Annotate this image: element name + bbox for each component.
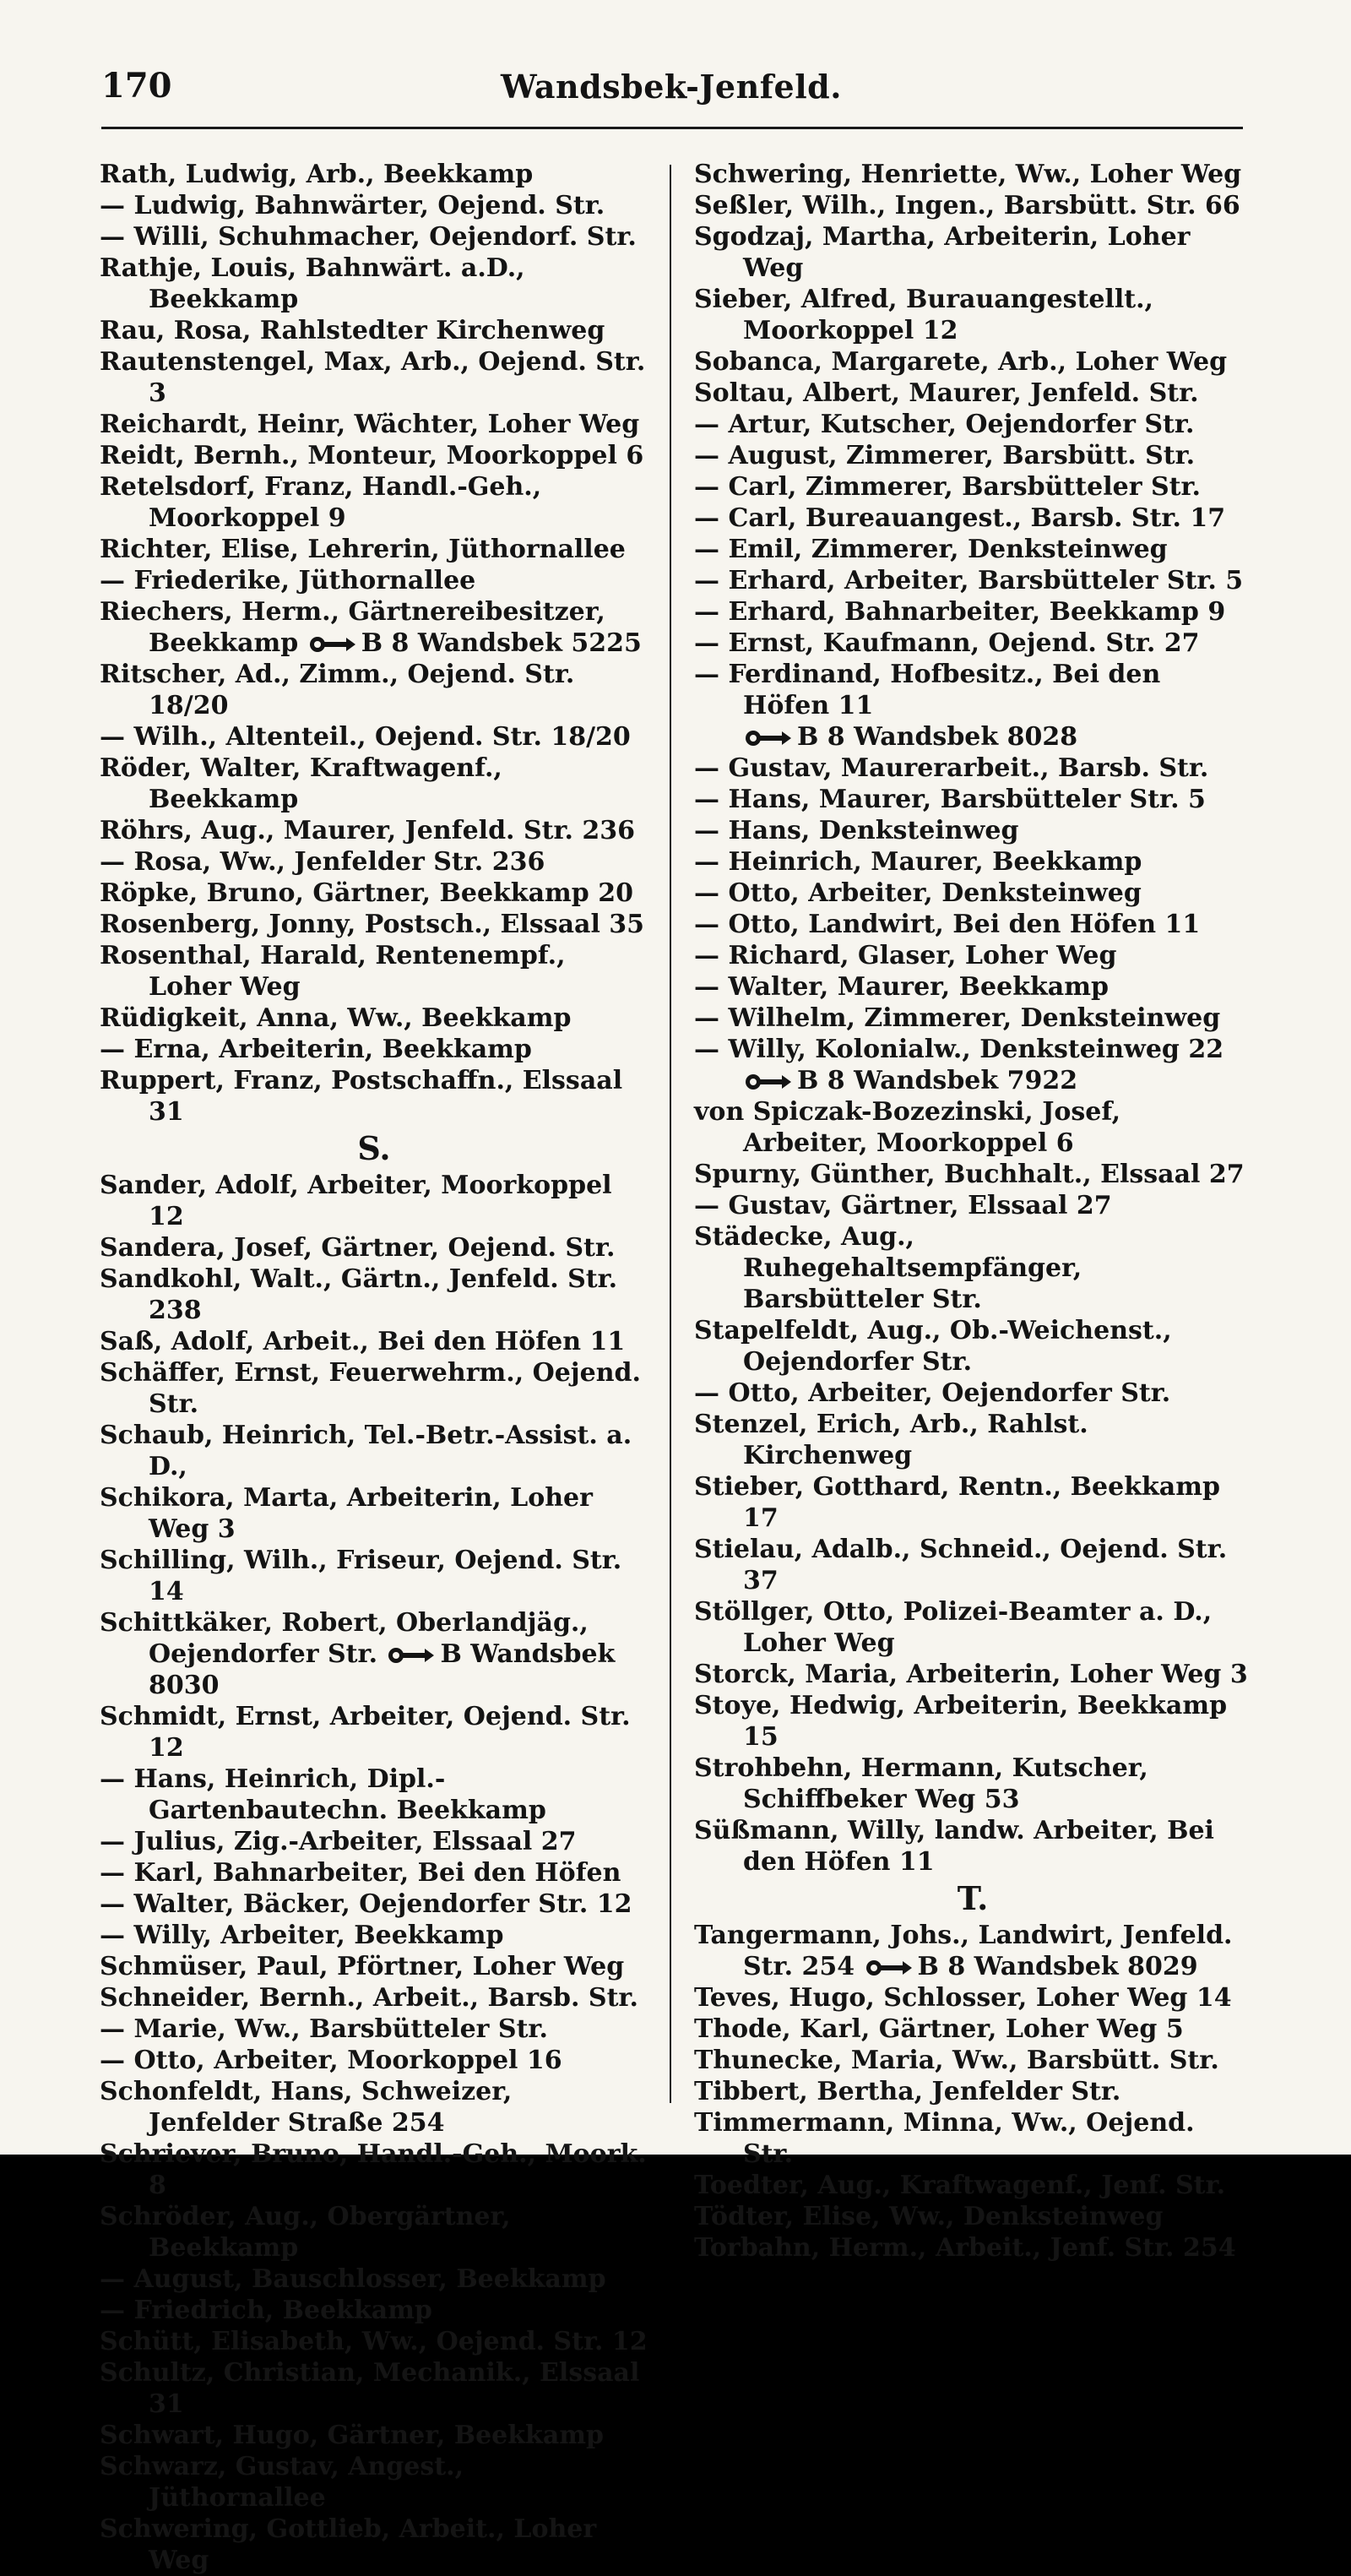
directory-entry bbox=[100, 659, 648, 721]
directory-entry bbox=[100, 2045, 648, 2076]
entry-text: Spurny, Günther, Buchhalt., Elssaal 27 bbox=[694, 1160, 1245, 1189]
directory-entry bbox=[694, 1159, 1251, 1190]
entry-text: — Walter, Maurer, Beekkamp bbox=[694, 972, 1109, 1002]
entry-text: Schwering, Gottlieb, Arbeit., Loher Weg bbox=[100, 2514, 597, 2575]
entry-text: — Rosa, Ww., Jenfelder Str. 236 bbox=[100, 847, 545, 877]
directory-entry bbox=[694, 1920, 1251, 1982]
entry-text: — Otto, Arbeiter, Moorkoppel 16 bbox=[100, 2046, 562, 2075]
entry-text: Schütt, Elisabeth, Ww., Oejend. Str. 12 bbox=[100, 2327, 648, 2356]
directory-entry bbox=[100, 1607, 648, 1701]
entry-text: Schonfeldt, Hans, Schweizer, Jenfelder Straße 254 bbox=[100, 2077, 513, 2138]
entry-text: Storck, Maria, Arbeiterin, Loher Weg 3 bbox=[694, 1660, 1248, 1689]
directory-entry bbox=[100, 909, 648, 940]
entry-text: Schriever, Bruno, Handl.-Geh., Moork. 8 bbox=[100, 2139, 647, 2200]
directory-entry bbox=[694, 1315, 1251, 1378]
directory-entry bbox=[100, 534, 648, 565]
directory-entry bbox=[694, 1190, 1251, 1221]
entry-text: — Carl, Zimmerer, Barsbütteler Str. bbox=[694, 472, 1201, 502]
entry-text: — Otto, Arbeiter, Denksteinweg bbox=[694, 878, 1142, 908]
directory-entry bbox=[100, 253, 648, 315]
directory-entry bbox=[100, 815, 648, 846]
entry-text: Schneider, Bernh., Arbeit., Barsb. Str. bbox=[100, 1983, 638, 2013]
page-header bbox=[101, 59, 1241, 118]
entry-text: — Otto, Landwirt, Bei den Höfen 11 bbox=[694, 910, 1201, 939]
directory-entry bbox=[100, 1857, 648, 1889]
directory-entry bbox=[100, 1326, 648, 1357]
entry-text: Rosenberg, Jonny, Postsch., Elssaal 35 bbox=[100, 910, 645, 939]
directory-entry bbox=[100, 2201, 648, 2264]
phone-number: B 8 Wandsbek 8028 bbox=[797, 722, 1078, 752]
entry-text: Seßler, Wilh., Ingen., Barsbütt. Str. 66 bbox=[694, 191, 1240, 220]
entry-text: — Gustav, Gärtner, Elssaal 27 bbox=[694, 1191, 1112, 1220]
directory-entry bbox=[100, 1264, 648, 1326]
entry-text: — Friedrich, Beekkamp bbox=[100, 2296, 432, 2325]
directory-entry bbox=[694, 846, 1251, 878]
directory-entry bbox=[694, 284, 1251, 346]
directory-entry bbox=[100, 1003, 648, 1034]
directory-entry bbox=[694, 565, 1251, 596]
entry-text: — Erhard, Bahnarbeiter, Beekkamp 9 bbox=[694, 597, 1226, 627]
entry-text: — Ernst, Kaufmann, Oejend. Str. 27 bbox=[694, 628, 1200, 658]
header-rule bbox=[101, 127, 1243, 129]
directory-entry bbox=[100, 753, 648, 815]
directory-entry bbox=[694, 628, 1251, 659]
directory-entry bbox=[694, 1409, 1251, 1471]
entry-text: — Hans, Denksteinweg bbox=[694, 816, 1019, 845]
directory-entry bbox=[694, 440, 1251, 471]
entry-text: — Marie, Ww., Barsbütteler Str. bbox=[100, 2014, 548, 2044]
directory-entry bbox=[100, 1482, 648, 1545]
entry-text: Rathje, Louis, Bahnwärt. a.D., Beekkamp bbox=[100, 253, 525, 314]
phone-number: B 8 Wandsbek 7922 bbox=[797, 1066, 1078, 1095]
entry-text: — Wilhelm, Zimmerer, Denksteinweg bbox=[694, 1003, 1221, 1033]
directory-entry bbox=[100, 940, 648, 1003]
directory-entry bbox=[694, 1534, 1251, 1596]
entry-text: — Ferdinand, Hofbesitz., Bei den Höfen 11 bbox=[694, 660, 1161, 720]
entry-text: — Hans, Heinrich, Dipl.-Gartenbautechn. Beekkamp bbox=[100, 1764, 546, 1825]
entry-text: — Karl, Bahnarbeiter, Bei den Höfen bbox=[100, 1858, 621, 1888]
directory-entry bbox=[100, 846, 648, 878]
entry-text: Rath, Ludwig, Arb., Beekkamp bbox=[100, 160, 534, 189]
entry-text: Schultz, Christian, Mechanik., Elssaal 31 bbox=[100, 2358, 640, 2419]
directory-entry bbox=[694, 2045, 1251, 2076]
entry-text: Schikora, Marta, Arbeiterin, Loher Weg 3 bbox=[100, 1483, 593, 1544]
directory-entry bbox=[100, 159, 648, 190]
entry-text: Reichardt, Heinr, Wächter, Loher Weg bbox=[100, 410, 640, 439]
directory-entry bbox=[694, 221, 1251, 284]
directory-entry bbox=[694, 1221, 1251, 1315]
directory-entry bbox=[694, 1003, 1251, 1034]
directory-entry bbox=[100, 1920, 648, 1951]
entry-text: — Artur, Kutscher, Oejendorfer Str. bbox=[694, 410, 1195, 439]
directory-entry bbox=[100, 2420, 648, 2451]
phone-number: B 8 Wandsbek 5225 bbox=[361, 628, 642, 658]
directory-entry bbox=[100, 1420, 648, 1482]
phone-number: B Wandsbek 8030 bbox=[149, 1639, 616, 1700]
entry-text: — Erna, Arbeiterin, Beekkamp bbox=[100, 1035, 532, 1064]
section-letter: T. bbox=[957, 1879, 989, 1917]
directory-entry bbox=[100, 721, 648, 753]
directory-entry bbox=[694, 1471, 1251, 1534]
entry-text: Schilling, Wilh., Friseur, Oejend. Str. 14 bbox=[100, 1546, 622, 1606]
entry-text: Ruppert, Franz, Postschaffn., Elssaal 31 bbox=[100, 1066, 623, 1127]
directory-entry bbox=[100, 1170, 648, 1232]
directory-entry bbox=[100, 2326, 648, 2357]
entry-text: Soltau, Albert, Maurer, Jenfeld. Str. bbox=[694, 378, 1199, 408]
directory-entry bbox=[694, 503, 1251, 534]
directory-entry bbox=[694, 471, 1251, 503]
directory-entry bbox=[100, 1357, 648, 1420]
directory-entry bbox=[694, 659, 1251, 753]
directory-entry bbox=[694, 1096, 1251, 1159]
directory-entry bbox=[694, 2107, 1251, 2170]
directory-entry bbox=[100, 221, 648, 253]
directory-entry bbox=[694, 1753, 1251, 1815]
directory-entry bbox=[694, 1815, 1251, 1878]
directory-entry bbox=[694, 815, 1251, 846]
entry-text: Sander, Adolf, Arbeiter, Moorkoppel 12 bbox=[100, 1171, 612, 1231]
entry-text: — Erhard, Arbeiter, Barsbütteler Str. 5 bbox=[694, 566, 1244, 595]
entry-text: — August, Bauschlosser, Beekkamp bbox=[100, 2264, 606, 2294]
directory-entry bbox=[694, 940, 1251, 971]
directory-entry bbox=[694, 909, 1251, 940]
entry-text: — Otto, Arbeiter, Oejendorfer Str. bbox=[694, 1378, 1171, 1408]
directory-entry bbox=[100, 315, 648, 346]
telephone-icon bbox=[745, 729, 792, 747]
telephone-icon bbox=[309, 635, 356, 654]
entry-text: Torbahn, Herm., Arbeit., Jenf. Str. 254 bbox=[694, 2233, 1236, 2263]
entry-text: von Spiczak-Bozezinski, Josef, Arbeiter, Moorkoppel 6 bbox=[694, 1097, 1121, 1158]
entry-text: Schwarz, Gustav, Angest., Jüthornallee bbox=[100, 2452, 464, 2513]
entry-text: Schwart, Hugo, Gärtner, Beekkamp bbox=[100, 2421, 604, 2450]
entry-text: — Willy, Arbeiter, Beekkamp bbox=[100, 1921, 504, 1950]
directory-entry bbox=[694, 1596, 1251, 1659]
directory-entry bbox=[694, 2076, 1251, 2107]
directory-entry bbox=[694, 1690, 1251, 1753]
directory-entry bbox=[100, 1701, 648, 1764]
entry-text: — Julius, Zig.-Arbeiter, Elssaal 27 bbox=[100, 1827, 577, 1856]
directory-entry bbox=[100, 1232, 648, 1264]
entry-text: Röhrs, Aug., Maurer, Jenfeld. Str. 236 bbox=[100, 816, 636, 845]
entry-text: Röder, Walter, Kraftwagenf., Beekkamp bbox=[100, 753, 502, 814]
entry-text: Schaub, Heinrich, Tel.-Betr.-Assist. a. D., bbox=[100, 1421, 632, 1481]
phone-number: B 8 Wandsbek 8029 bbox=[917, 1952, 1198, 1981]
directory-entry bbox=[100, 596, 648, 659]
directory-entry bbox=[100, 2264, 648, 2295]
entry-text: Ritscher, Ad., Zimm., Oejend. Str. 18/20 bbox=[100, 660, 575, 720]
directory-entry bbox=[694, 1378, 1251, 1409]
entry-text: Toedter, Aug., Kraftwagenf., Jenf. Str. bbox=[694, 2171, 1226, 2200]
entry-text: Städecke, Aug., Ruhegehaltsempfänger, Barsbütteler Str. bbox=[694, 1222, 1082, 1314]
directory-entry bbox=[694, 2232, 1251, 2264]
directory-entry bbox=[100, 1951, 648, 1982]
entry-text: Sandera, Josef, Gärtner, Oejend. Str. bbox=[100, 1233, 616, 1263]
entry-text: Tibbert, Bertha, Jenfelder Str. bbox=[694, 2077, 1121, 2106]
directory-entry bbox=[100, 2295, 648, 2326]
directory-entry bbox=[100, 440, 648, 471]
left-column bbox=[100, 159, 648, 2576]
entry-text: Schmüser, Paul, Pförtner, Loher Weg bbox=[100, 1952, 625, 1981]
entry-text: Thode, Karl, Gärtner, Loher Weg 5 bbox=[694, 2014, 1184, 2044]
entry-text: Teves, Hugo, Schlosser, Loher Weg 14 bbox=[694, 1983, 1232, 2013]
entry-text: Strohbehn, Hermann, Kutscher, Schiffbeker Weg 53 bbox=[694, 1753, 1148, 1814]
entry-text: Stapelfeldt, Aug., Ob.-Weichenst., Oejendorfer Str. bbox=[694, 1316, 1172, 1377]
directory-entry bbox=[100, 1545, 648, 1607]
entry-text: Timmermann, Minna, Ww., Oejend. Str. bbox=[694, 2108, 1195, 2169]
entry-text: — Gustav, Maurerarbeit., Barsb. Str. bbox=[694, 753, 1209, 783]
entry-text: — Willi, Schuhmacher, Oejendorf. Str. bbox=[100, 222, 637, 252]
directory-entry bbox=[694, 784, 1251, 815]
entry-text: Saß, Adolf, Arbeit., Bei den Höfen 11 bbox=[100, 1327, 626, 1356]
entry-text: Schröder, Aug., Obergärtner, Beekkamp bbox=[100, 2202, 511, 2263]
section-letter: S. bbox=[357, 1129, 391, 1167]
right-column bbox=[694, 159, 1251, 2264]
directory-entry bbox=[694, 971, 1251, 1003]
entry-text: — August, Zimmerer, Barsbütt. Str. bbox=[694, 441, 1196, 470]
entry-text: Rüdigkeit, Anna, Ww., Beekkamp bbox=[100, 1003, 572, 1033]
entry-text: Richter, Elise, Lehrerin, Jüthornallee bbox=[100, 535, 626, 564]
entry-text: — Friederike, Jüthornallee bbox=[100, 566, 476, 595]
entry-text: — Emil, Zimmerer, Denksteinweg bbox=[694, 535, 1168, 564]
entry-text: Sieber, Alfred, Burauangestellt., Moorkoppel 12 bbox=[694, 285, 1153, 345]
entry-text: Rosenthal, Harald, Rentenempf., Loher Weg bbox=[100, 941, 566, 1002]
directory-entry bbox=[694, 596, 1251, 628]
running-title: Wandsbek-Jenfeld. bbox=[501, 68, 842, 106]
telephone-icon bbox=[865, 1959, 913, 1977]
entry-text: Schäffer, Ernst, Feuerwehrm., Oejend. Str. bbox=[100, 1358, 641, 1419]
directory-entry bbox=[100, 471, 648, 534]
directory-entry bbox=[694, 2014, 1251, 2045]
entry-text: Stielau, Adalb., Schneid., Oejend. Str. 37 bbox=[694, 1535, 1228, 1595]
entry-text: Retelsdorf, Franz, Handl.-Geh., Moorkoppel 9 bbox=[100, 472, 542, 533]
directory-entry bbox=[694, 346, 1251, 378]
directory-entry bbox=[100, 1764, 648, 1826]
entry-text: Süßmann, Willy, landw. Arbeiter, Bei den Höfen 11 bbox=[694, 1816, 1214, 1877]
directory-entry bbox=[694, 1034, 1251, 1096]
entry-text: — Willy, Kolonialw., Denksteinweg 22 bbox=[694, 1035, 1224, 1064]
directory-entry bbox=[694, 1982, 1251, 2014]
entry-text: Reidt, Bernh., Monteur, Moorkoppel 6 bbox=[100, 441, 644, 470]
directory-entry bbox=[694, 2201, 1251, 2232]
directory-entry bbox=[694, 1659, 1251, 1690]
directory-entry bbox=[100, 346, 648, 409]
column-divider bbox=[670, 165, 671, 2103]
directory-entry bbox=[100, 565, 648, 596]
directory-entry bbox=[694, 878, 1251, 909]
directory-entry bbox=[694, 190, 1251, 221]
directory-entry bbox=[100, 1889, 648, 1920]
entry-text: Sandkohl, Walt., Gärtn., Jenfeld. Str. 238 bbox=[100, 1264, 618, 1325]
entry-text: — Ludwig, Bahnwärter, Oejend. Str. bbox=[100, 191, 605, 220]
directory-entry bbox=[694, 753, 1251, 784]
directory-entry bbox=[100, 2014, 648, 2045]
directory-entry bbox=[100, 409, 648, 440]
directory-entry bbox=[694, 378, 1251, 409]
directory-entry bbox=[100, 2076, 648, 2139]
entry-text: — Hans, Maurer, Barsbütteler Str. 5 bbox=[694, 785, 1206, 814]
entry-text: Tangermann, Johs., Landwirt, Jenfeld. Str. 254 bbox=[694, 1921, 1233, 1981]
entry-text: Rautenstengel, Max, Arb., Oejend. Str. 3 bbox=[100, 347, 646, 408]
directory-entry bbox=[694, 159, 1251, 190]
telephone-icon bbox=[745, 1073, 792, 1091]
directory-entry bbox=[100, 1034, 648, 1065]
entry-text: — Richard, Glaser, Loher Weg bbox=[694, 941, 1117, 970]
entry-text: — Wilh., Altenteil., Oejend. Str. 18/20 bbox=[100, 722, 631, 752]
entry-text: Stieber, Gotthard, Rentn., Beekkamp 17 bbox=[694, 1472, 1220, 1533]
directory-entry bbox=[100, 2451, 648, 2514]
directory-entry bbox=[100, 1826, 648, 1857]
entry-text: — Walter, Bäcker, Oejendorfer Str. 12 bbox=[100, 1889, 632, 1919]
entry-text: — Carl, Bureauangest., Barsb. Str. 17 bbox=[694, 503, 1226, 533]
page-number: 170 bbox=[101, 66, 172, 106]
entry-text: Sgodzaj, Martha, Arbeiterin, Loher Weg bbox=[694, 222, 1191, 283]
directory-entry bbox=[694, 534, 1251, 565]
directory-entry bbox=[694, 2170, 1251, 2201]
entry-text: Stenzel, Erich, Arb., Rahlst. Kirchenweg bbox=[694, 1410, 1088, 1470]
directory-entry bbox=[100, 1065, 648, 1128]
entry-text: Sobanca, Margarete, Arb., Loher Weg bbox=[694, 347, 1228, 377]
entry-text: Schittkäker, Robert, Oberlandjäg., Oejendorfer Str. bbox=[100, 1608, 589, 1669]
entry-text: Riechers, Herm., Gärtnereibesitzer, Beekkamp bbox=[100, 597, 605, 658]
entry-text: Röpke, Bruno, Gärtner, Beekkamp 20 bbox=[100, 878, 633, 908]
directory-entry bbox=[100, 190, 648, 221]
telephone-icon bbox=[388, 1646, 435, 1665]
directory-entry bbox=[100, 2514, 648, 2576]
directory-entry bbox=[100, 2357, 648, 2420]
directory-entry bbox=[100, 1982, 648, 2014]
directory-entry bbox=[694, 409, 1251, 440]
entry-text: Stoye, Hedwig, Arbeiterin, Beekkamp 15 bbox=[694, 1691, 1228, 1752]
entry-text: Rau, Rosa, Rahlstedter Kirchenweg bbox=[100, 316, 605, 345]
entry-text: Thunecke, Maria, Ww., Barsbütt. Str. bbox=[694, 2046, 1219, 2075]
entry-text: Schmidt, Ernst, Arbeiter, Oejend. Str. 12 bbox=[100, 1702, 631, 1763]
directory-entry bbox=[100, 878, 648, 909]
entry-text: Tödter, Elise, Ww., Denksteinweg bbox=[694, 2202, 1164, 2231]
entry-text: Schwering, Henriette, Ww., Loher Weg bbox=[694, 160, 1242, 189]
directory-entry bbox=[100, 2139, 648, 2201]
entry-text: Stöllger, Otto, Polizei-Beamter a. D., Loher Weg bbox=[694, 1597, 1213, 1658]
entry-text: — Heinrich, Maurer, Beekkamp bbox=[694, 847, 1142, 877]
